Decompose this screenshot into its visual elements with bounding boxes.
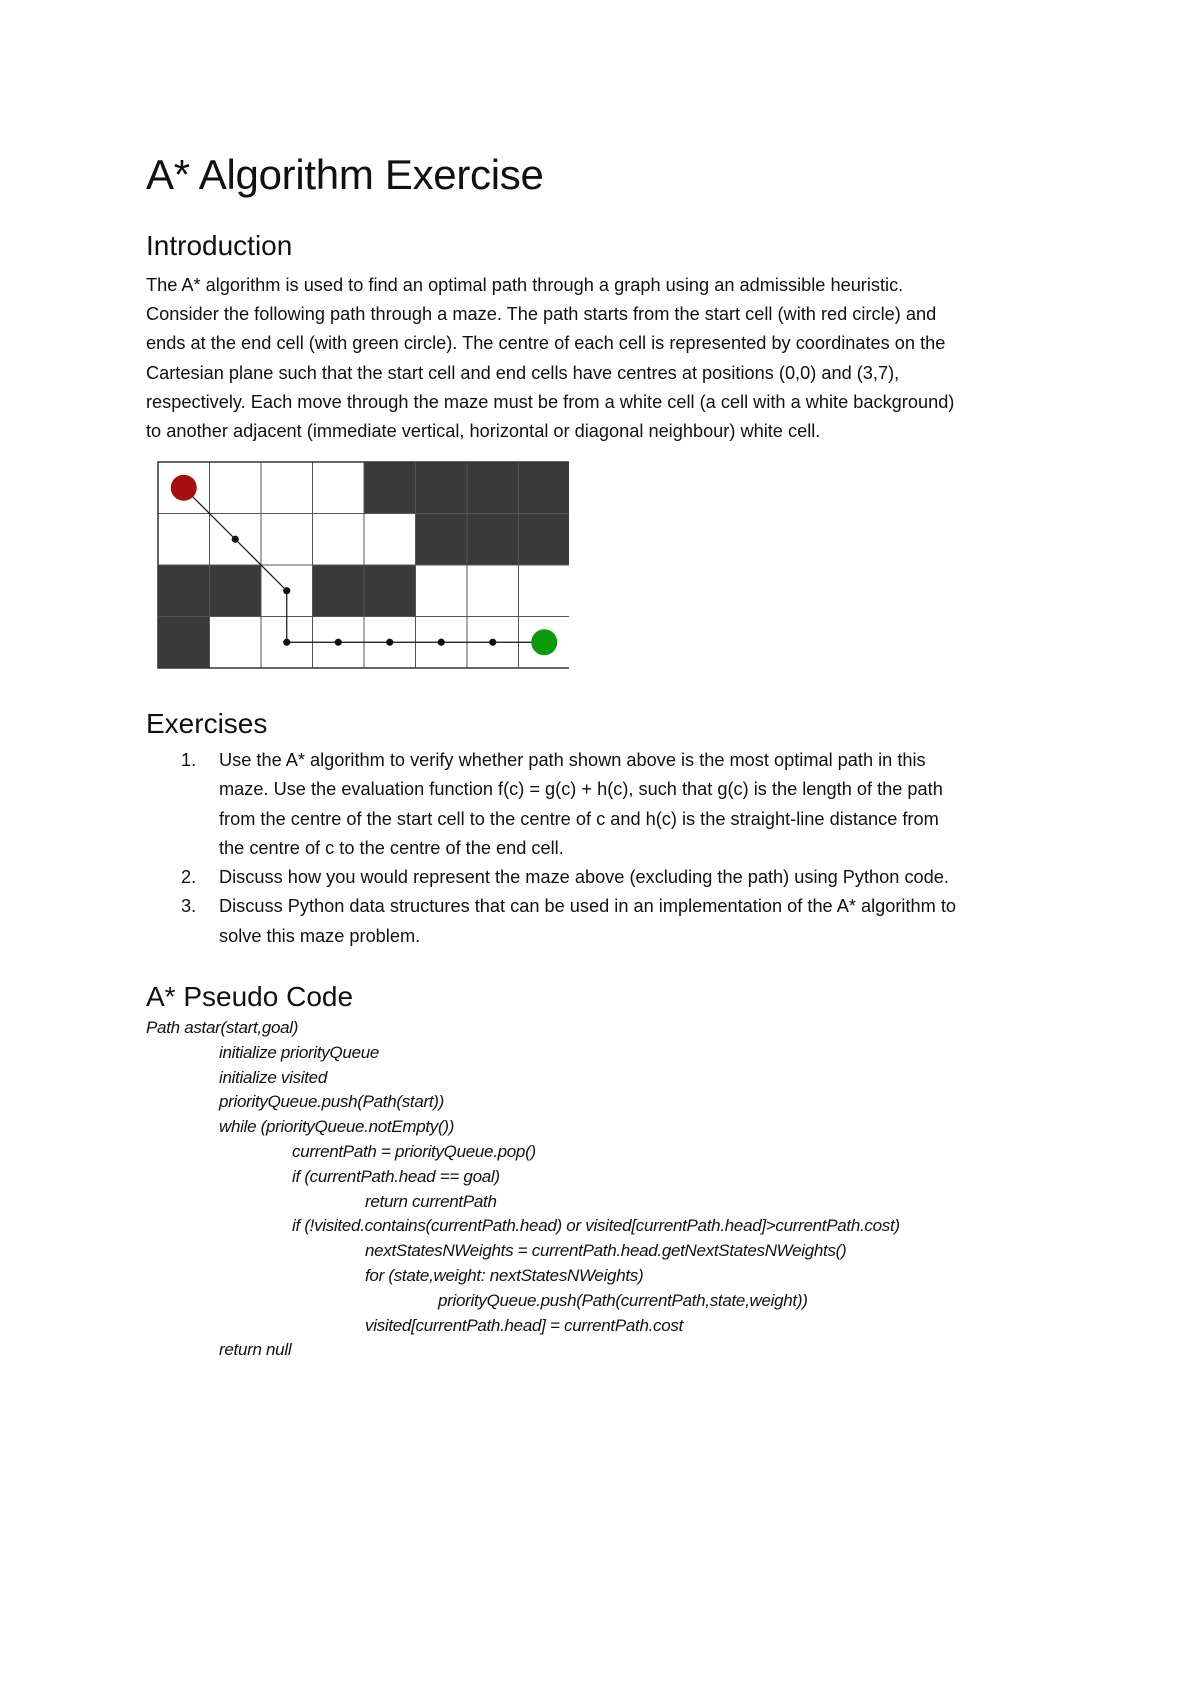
maze-open-cell (210, 617, 262, 669)
end-circle (531, 629, 557, 655)
pseudocode-line: priorityQueue.push(Path(currentPath,state,weight)) (438, 1290, 808, 1310)
pseudocode-line: nextStatesNWeights = currentPath.head.getNextStatesNWeights() (365, 1241, 847, 1261)
start-circle (171, 475, 197, 501)
exercise-number: 2. (181, 867, 197, 888)
maze-wall-cell (158, 565, 210, 617)
maze-open-cell (158, 514, 210, 566)
intro-line: Consider the following path through a maze. The path starts from the start cell (with red circle) and (146, 304, 937, 325)
path-node (283, 587, 290, 594)
maze-wall-cell (519, 514, 570, 566)
maze-wall-cell (364, 565, 416, 617)
maze-wall-cell (416, 514, 468, 566)
maze-open-cell (313, 514, 365, 566)
exercise-line: Discuss Python data structures that can be used in an implementation of the A* algorithm to (219, 896, 957, 917)
exercise-line: Use the A* algorithm to verify whether path shown above is the most optimal path in this (219, 750, 926, 770)
path-node (335, 639, 342, 646)
maze-open-cell (364, 514, 416, 566)
exercise-item (146, 863, 1086, 892)
path-node (438, 639, 445, 646)
maze-wall-cell (467, 514, 519, 566)
pseudocode-line: if (!visited.contains(currentPath.head) or visited[currentPath.head]>currentPath.cost) (292, 1216, 900, 1236)
maze-wall-cell (467, 462, 519, 514)
pseudocode-line: visited[currentPath.head] = currentPath.cost (365, 1315, 684, 1335)
pseudocode-block (146, 1016, 900, 1363)
exercise-item (146, 746, 1086, 863)
path-node (232, 536, 239, 543)
intro-line: to another adjacent (immediate vertical, horizontal or diagonal neighbour) white cell. (146, 421, 821, 442)
exercise-line: Discuss how you would represent the maze above (excluding the path) using Python code. (219, 867, 949, 888)
exercise-number: 1. (181, 750, 197, 770)
pseudocode-line: currentPath = priorityQueue.pop() (292, 1141, 536, 1161)
exercise-line: from the centre of the start cell to the centre of c and h(c) is the straight-line distance from (219, 808, 939, 829)
pseudocode-line: initialize visited (219, 1067, 327, 1087)
pseudocode-line: return null (219, 1340, 292, 1360)
document-title: A* Algorithm Exercise (146, 151, 544, 198)
pseudocode-line: if (currentPath.head == goal) (292, 1166, 500, 1186)
introduction-paragraph (146, 271, 1086, 446)
exercise-line: solve this maze problem. (219, 925, 421, 946)
pseudocode-heading: A* Pseudo Code (146, 981, 354, 1012)
maze-wall-cell (158, 617, 210, 669)
introduction-heading: Introduction (146, 230, 293, 261)
intro-line: ends at the end cell (with green circle). The centre of each cell is represented by coordinates on the (146, 333, 946, 354)
maze-open-cell (261, 514, 313, 566)
maze-wall-cell (313, 565, 365, 617)
exercise-list (146, 746, 1086, 951)
path-node (283, 639, 290, 646)
exercise-line: the centre of c to the centre of the end cell. (219, 837, 564, 858)
maze-open-cell (261, 462, 313, 514)
maze-open-cell (519, 565, 570, 617)
maze-open-cell (313, 462, 365, 514)
maze-open-cell (467, 565, 519, 617)
intro-line: Cartesian plane such that the start cell and end cells have centres at positions (0,0) and (3,7), (146, 362, 900, 383)
path-node (489, 639, 496, 646)
exercise-line: maze. Use the evaluation function f(c) = g(c) + h(c), such that g(c) is the length of the path (219, 779, 943, 800)
maze-open-cell (210, 462, 262, 514)
pseudocode-line: for (state,weight: nextStatesNWeights) (365, 1265, 644, 1285)
exercise-number: 3. (181, 896, 197, 917)
pseudocode-line: return currentPath (365, 1191, 497, 1211)
pseudocode-line: Path astar(start,goal) (146, 1018, 299, 1037)
pseudocode-line: priorityQueue.push(Path(start)) (219, 1092, 445, 1112)
maze-wall-cell (210, 565, 262, 617)
maze-open-cell (416, 565, 468, 617)
intro-line: The A* algorithm is used to find an optimal path through a graph using an admissible heuristic. (146, 275, 904, 295)
exercise-item (146, 892, 1086, 951)
pseudocode-line: while (priorityQueue.notEmpty()) (219, 1117, 455, 1137)
path-node (386, 639, 393, 646)
intro-line: respectively. Each move through the maze must be from a white cell (a cell with a white background) (146, 391, 955, 412)
pseudocode-line: initialize priorityQueue (219, 1042, 380, 1062)
maze-wall-cell (519, 462, 570, 514)
maze-wall-cell (364, 462, 416, 514)
exercises-heading: Exercises (146, 708, 268, 739)
maze-wall-cell (416, 462, 468, 514)
maze-figure (157, 461, 569, 669)
